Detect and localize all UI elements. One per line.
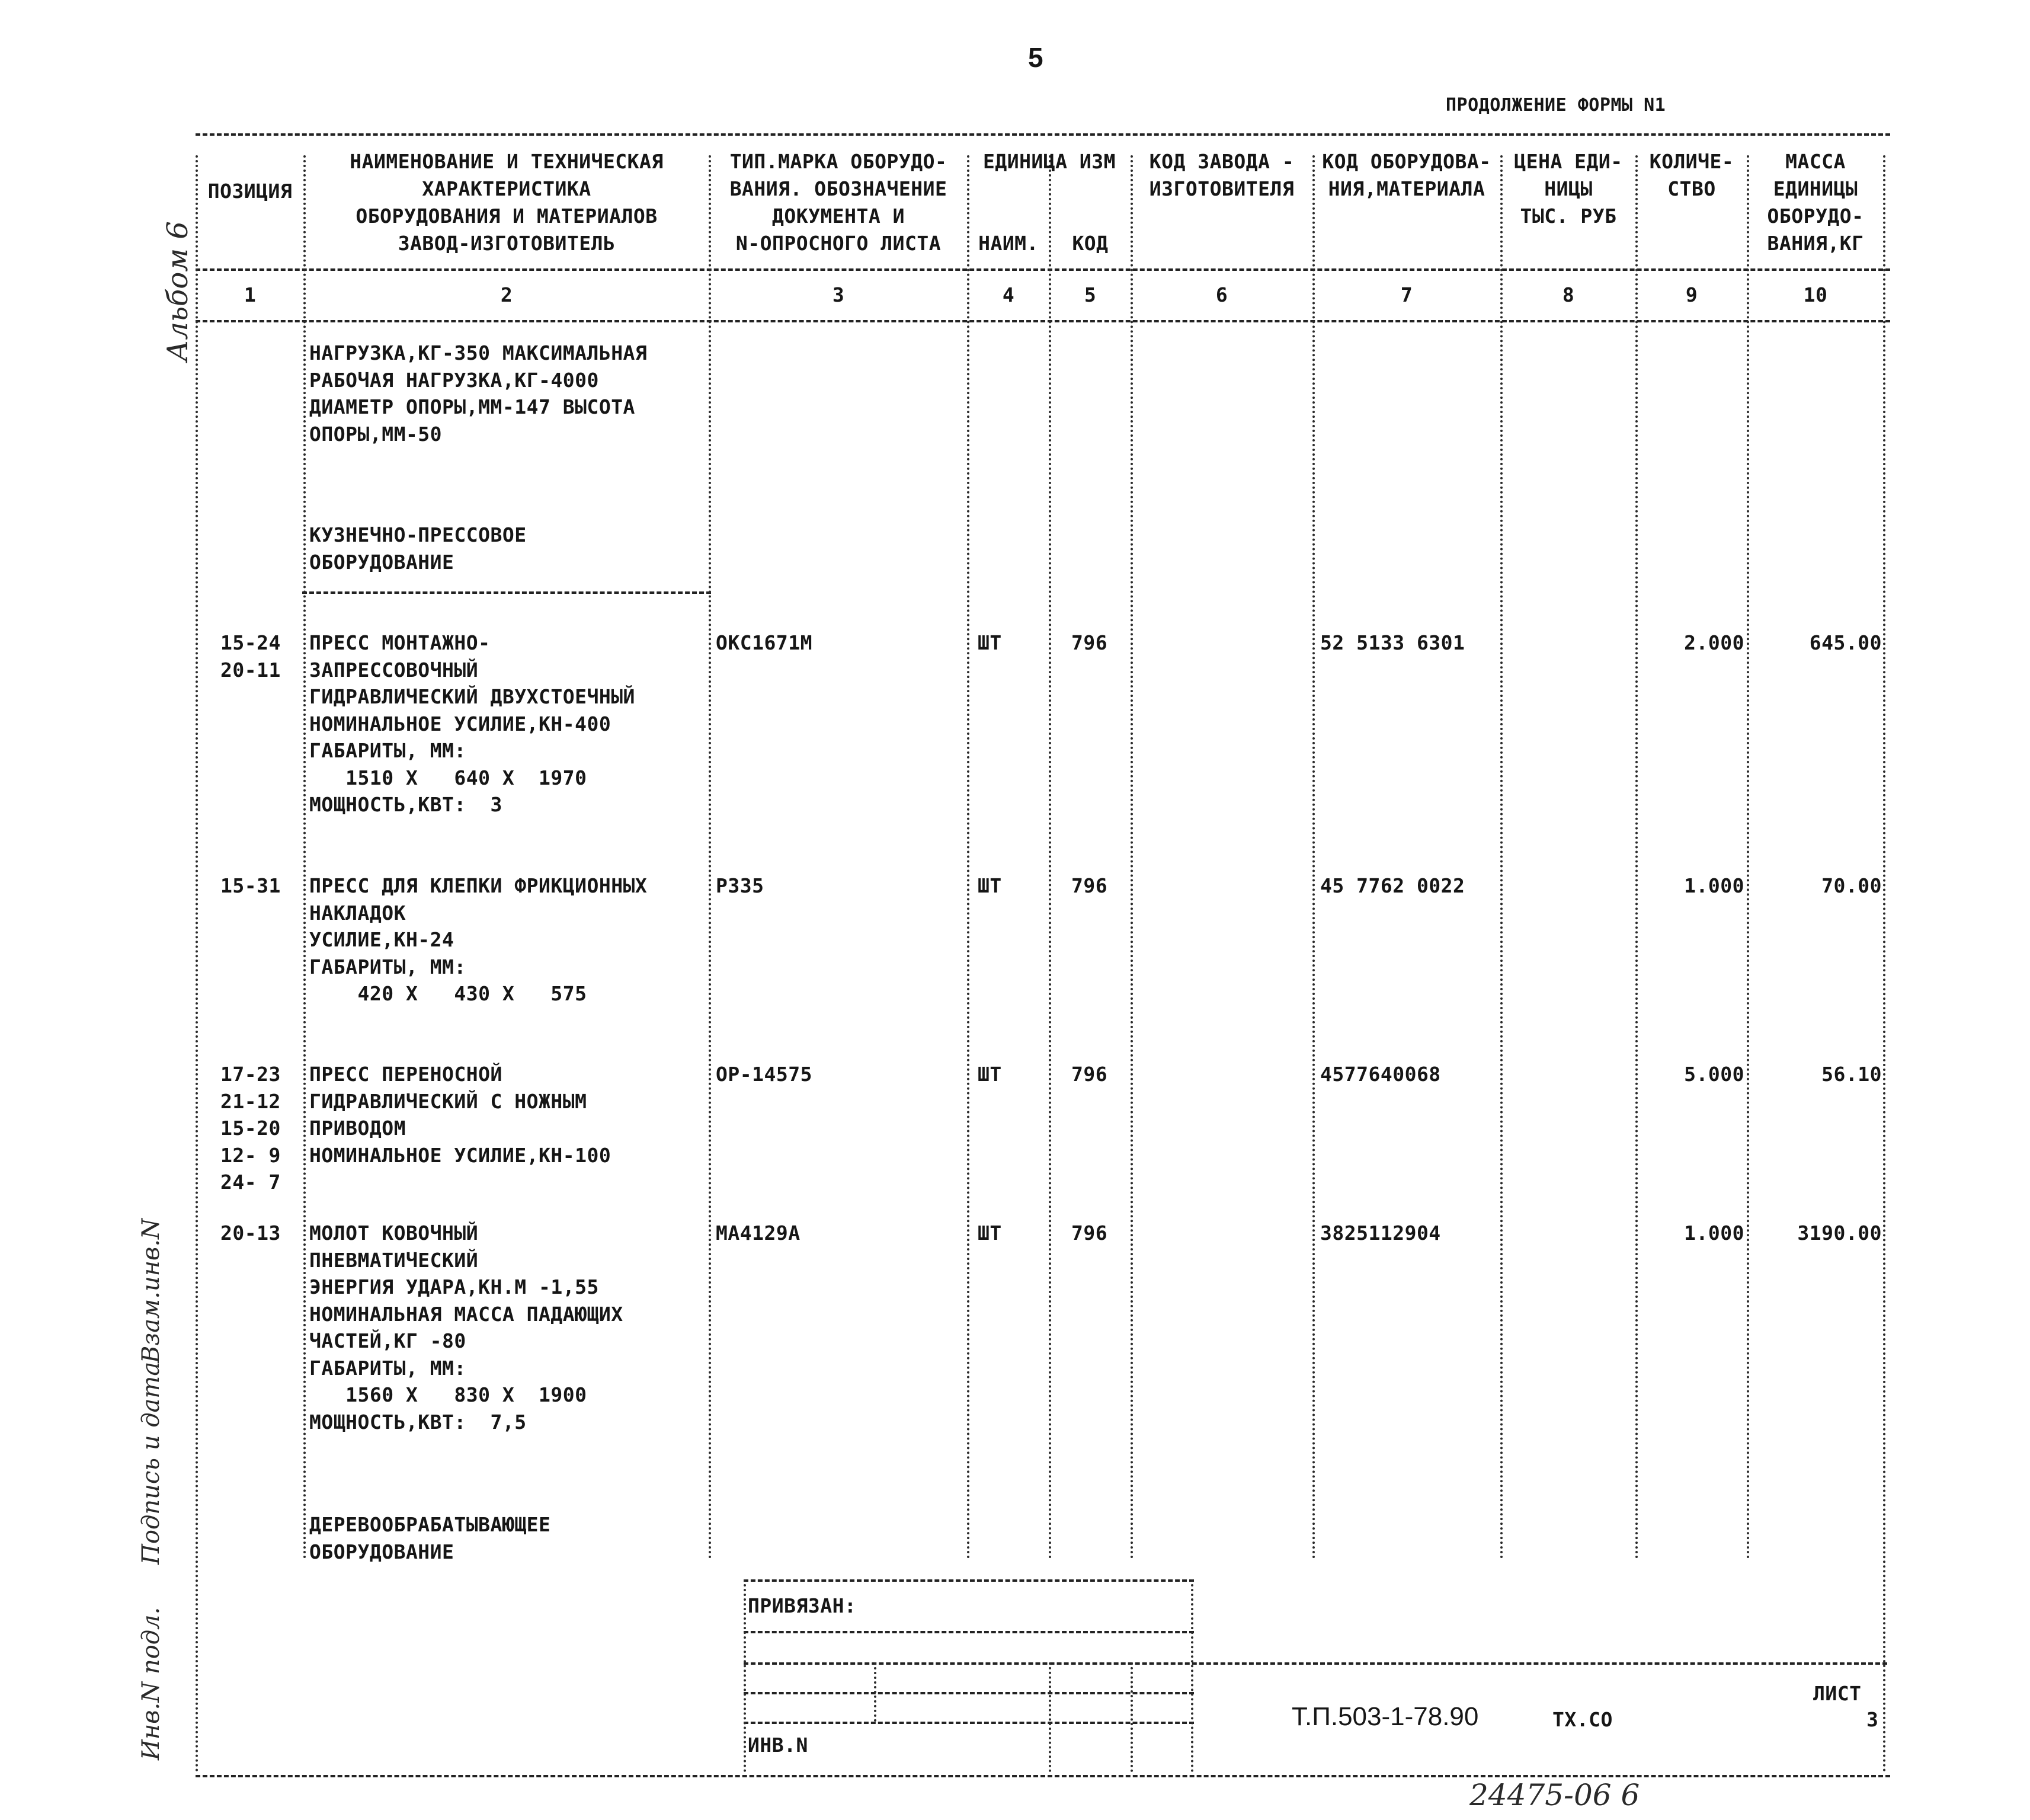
row-unit: ШТ	[978, 631, 1002, 654]
colnum-8: 8	[1562, 283, 1575, 306]
sheet-label: ЛИСТ	[1813, 1682, 1862, 1705]
stamp-rule	[744, 1692, 1194, 1694]
colnum-9: 9	[1685, 283, 1698, 306]
stamp-sep	[1191, 1579, 1193, 1772]
stamp-sep	[1049, 1662, 1051, 1772]
colnum-5: 5	[1084, 283, 1097, 306]
col-sep	[1312, 155, 1315, 1560]
section-title: КУЗНЕЧНО-ПРЕССОВОЕ ОБОРУДОВАНИЕ	[309, 523, 527, 574]
stamp-sep	[744, 1579, 746, 1772]
colnum-6: 6	[1215, 283, 1228, 306]
stamp-sep	[874, 1662, 876, 1722]
header-unit-price: ЦЕНА ЕДИ- НИЦЫ ТЫС. РУБ	[1514, 150, 1623, 228]
row-position: 17-23 21-12 15-20 12- 9 24- 7	[220, 1063, 281, 1194]
replacement-inv-label: Взам.инв.N	[137, 1218, 165, 1363]
row-unit-code: 796	[1071, 1221, 1108, 1245]
header-equipment-code: КОД ОБОРУДОВА- НИЯ,МАТЕРИАЛА	[1322, 150, 1491, 200]
row-unit-code: 796	[1071, 631, 1108, 654]
footer-number: 24475-06 6	[1469, 1778, 1640, 1812]
row-quantity: 1.000	[1684, 874, 1744, 897]
row-equipment-code: 45 7762 0022	[1320, 874, 1465, 897]
row-name: ПРЕСС ПЕРЕНОСНОЙ ГИДРАВЛИЧЕСКИЙ С НОЖНЫМ ПРИВОДОМ НОМИНАЛЬНОЕ УСИЛИЕ,КН-100	[309, 1063, 611, 1167]
stamp-sep	[1131, 1662, 1133, 1772]
colnum-4: 4	[1002, 283, 1015, 306]
row-mass: 645.00	[1809, 631, 1882, 654]
signature-date-label: Подпись и дата	[137, 1361, 165, 1565]
row-name: ПРЕСС ДЛЯ КЛЕПКИ ФРИКЦИОННЫХ НАКЛАДОК УСИЛИЕ,КН-24 ГАБАРИТЫ, ММ: 420 X 430 X 575	[309, 874, 648, 1005]
col-sep	[1635, 155, 1638, 1560]
row-mark: ОР-14575	[716, 1063, 812, 1086]
row-position: 15-24 20-11	[220, 631, 281, 682]
header-unit-name: НАИМ.	[978, 232, 1039, 255]
col-sep	[303, 155, 306, 1560]
stamp-rule	[744, 1722, 1194, 1724]
stamp-bound-label: ПРИВЯЗАН:	[748, 1594, 857, 1617]
row-name: НАГРУЗКА,КГ-350 МАКСИМАЛЬНАЯ РАБОЧАЯ НАГРУЗКА,КГ-4000 ДИАМЕТР ОПОРЫ,ММ-147 ВЫСОТА ОПОРЫ,ММ-50	[309, 341, 648, 446]
col-sep	[196, 155, 198, 1773]
row-mass: 56.10	[1821, 1063, 1882, 1086]
row-mark: МА4129А	[716, 1221, 801, 1245]
header-position: ПОЗИЦИЯ	[207, 180, 293, 203]
document-code: Т.П.503-1-78.90	[1292, 1702, 1479, 1731]
row-mass: 3190.00	[1797, 1221, 1882, 1245]
colnum-7: 7	[1400, 283, 1413, 306]
row-position: 20-13	[220, 1221, 281, 1245]
col-sep	[1049, 155, 1051, 1560]
rule-bottom	[196, 1775, 1890, 1777]
row-quantity: 2.000	[1684, 631, 1744, 654]
row-quantity: 1.000	[1684, 1221, 1744, 1245]
rule-section-kpo	[302, 591, 711, 594]
col-sep	[709, 155, 711, 1560]
row-quantity: 5.000	[1684, 1063, 1744, 1086]
col-sep	[1500, 155, 1503, 1560]
row-unit: ШТ	[978, 874, 1002, 897]
continuation-title: ПРОДОЛЖЕНИЕ ФОРМЫ N1	[1446, 95, 1666, 116]
row-mark: ОКС1671М	[716, 631, 812, 654]
colnum-10: 10	[1803, 283, 1828, 306]
header-unit-code: КОД	[1072, 232, 1109, 255]
row-position: 15-31	[220, 874, 281, 897]
colnum-2: 2	[500, 283, 513, 306]
stamp-rule	[744, 1631, 1194, 1633]
stamp-inv-label: ИНВ.N	[748, 1733, 808, 1757]
header-unit: ЕДИНИЦА ИЗМ	[982, 150, 1116, 173]
stamp-rule	[744, 1662, 1887, 1665]
row-equipment-code: 4577640068	[1320, 1063, 1441, 1086]
row-equipment-code: 52 5133 6301	[1320, 631, 1465, 654]
inv-number-label: Инв.N подл.	[137, 1607, 165, 1760]
row-mass: 70.00	[1821, 874, 1882, 897]
row-equipment-code: 3825112904	[1320, 1221, 1441, 1245]
rule-top	[196, 133, 1890, 136]
document-suffix: ТХ.СО	[1552, 1708, 1613, 1731]
row-unit-code: 796	[1071, 874, 1108, 897]
header-mass: МАССА ЕДИНИЦЫ ОБОРУДО- ВАНИЯ,КГ	[1767, 150, 1864, 255]
row-mark: Р335	[716, 874, 764, 897]
col-sep	[967, 155, 969, 1560]
stamp-rule	[744, 1579, 1194, 1582]
header-type-mark: ТИП.МАРКА ОБОРУДО- ВАНИЯ. ОБОЗНАЧЕНИЕ ДОКУМЕНТА И N-ОПРОСНОГО ЛИСТА	[729, 150, 947, 255]
row-unit: ШТ	[978, 1221, 1002, 1245]
sheet-number: 3	[1866, 1708, 1879, 1731]
header-quantity: КОЛИЧЕ- СТВО	[1649, 150, 1734, 200]
header-factory-code: КОД ЗАВОДА - ИЗГОТОВИТЕЛЯ	[1149, 150, 1295, 200]
row-unit: ШТ	[978, 1063, 1002, 1086]
colnum-1: 1	[244, 283, 257, 306]
row-name: МОЛОТ КОВОЧНЫЙ ПНЕВМАТИЧЕСКИЙ ЭНЕРГИЯ УДАРА,КН.М -1,55 НОМИНАЛЬНАЯ МАССА ПАДАЮЩИХ ЧАСТЕЙ,КГ -80 ГАБАРИТЫ, ММ: 1560 X 830 X 1900 МОЩНОСТЬ,КВТ: 7,5	[309, 1221, 623, 1434]
row-name: ПРЕСС МОНТАЖНО- ЗАПРЕССОВОЧНЫЙ ГИДРАВЛИЧЕСКИЙ ДВУХСТОЕЧНЫЙ НОМИНАЛЬНОЕ УСИЛИЕ,КН-400 ГАБАРИТЫ, ММ: 1510 X 640 X 1970 МОЩНОСТЬ,КВТ: 3	[309, 631, 635, 816]
album-label: Альбом 6	[161, 221, 194, 362]
row-unit-code: 796	[1071, 1063, 1108, 1086]
header-name: НАИМЕНОВАНИЕ И ТЕХНИЧЕСКАЯ ХАРАКТЕРИСТИКА ОБОРУДОВАНИЯ И МАТЕРИАЛОВ ЗАВОД-ИЗГОТОВИТЕЛЬ	[350, 150, 664, 255]
page-number: 5	[1028, 42, 1043, 73]
colnum-3: 3	[832, 283, 845, 306]
col-sep	[1883, 155, 1885, 1773]
col-sep	[1131, 155, 1133, 1560]
col-sep	[1747, 155, 1749, 1560]
section-title: ДЕРЕВООБРАБАТЫВАЮЩЕЕ ОБОРУДОВАНИЕ	[309, 1513, 551, 1563]
